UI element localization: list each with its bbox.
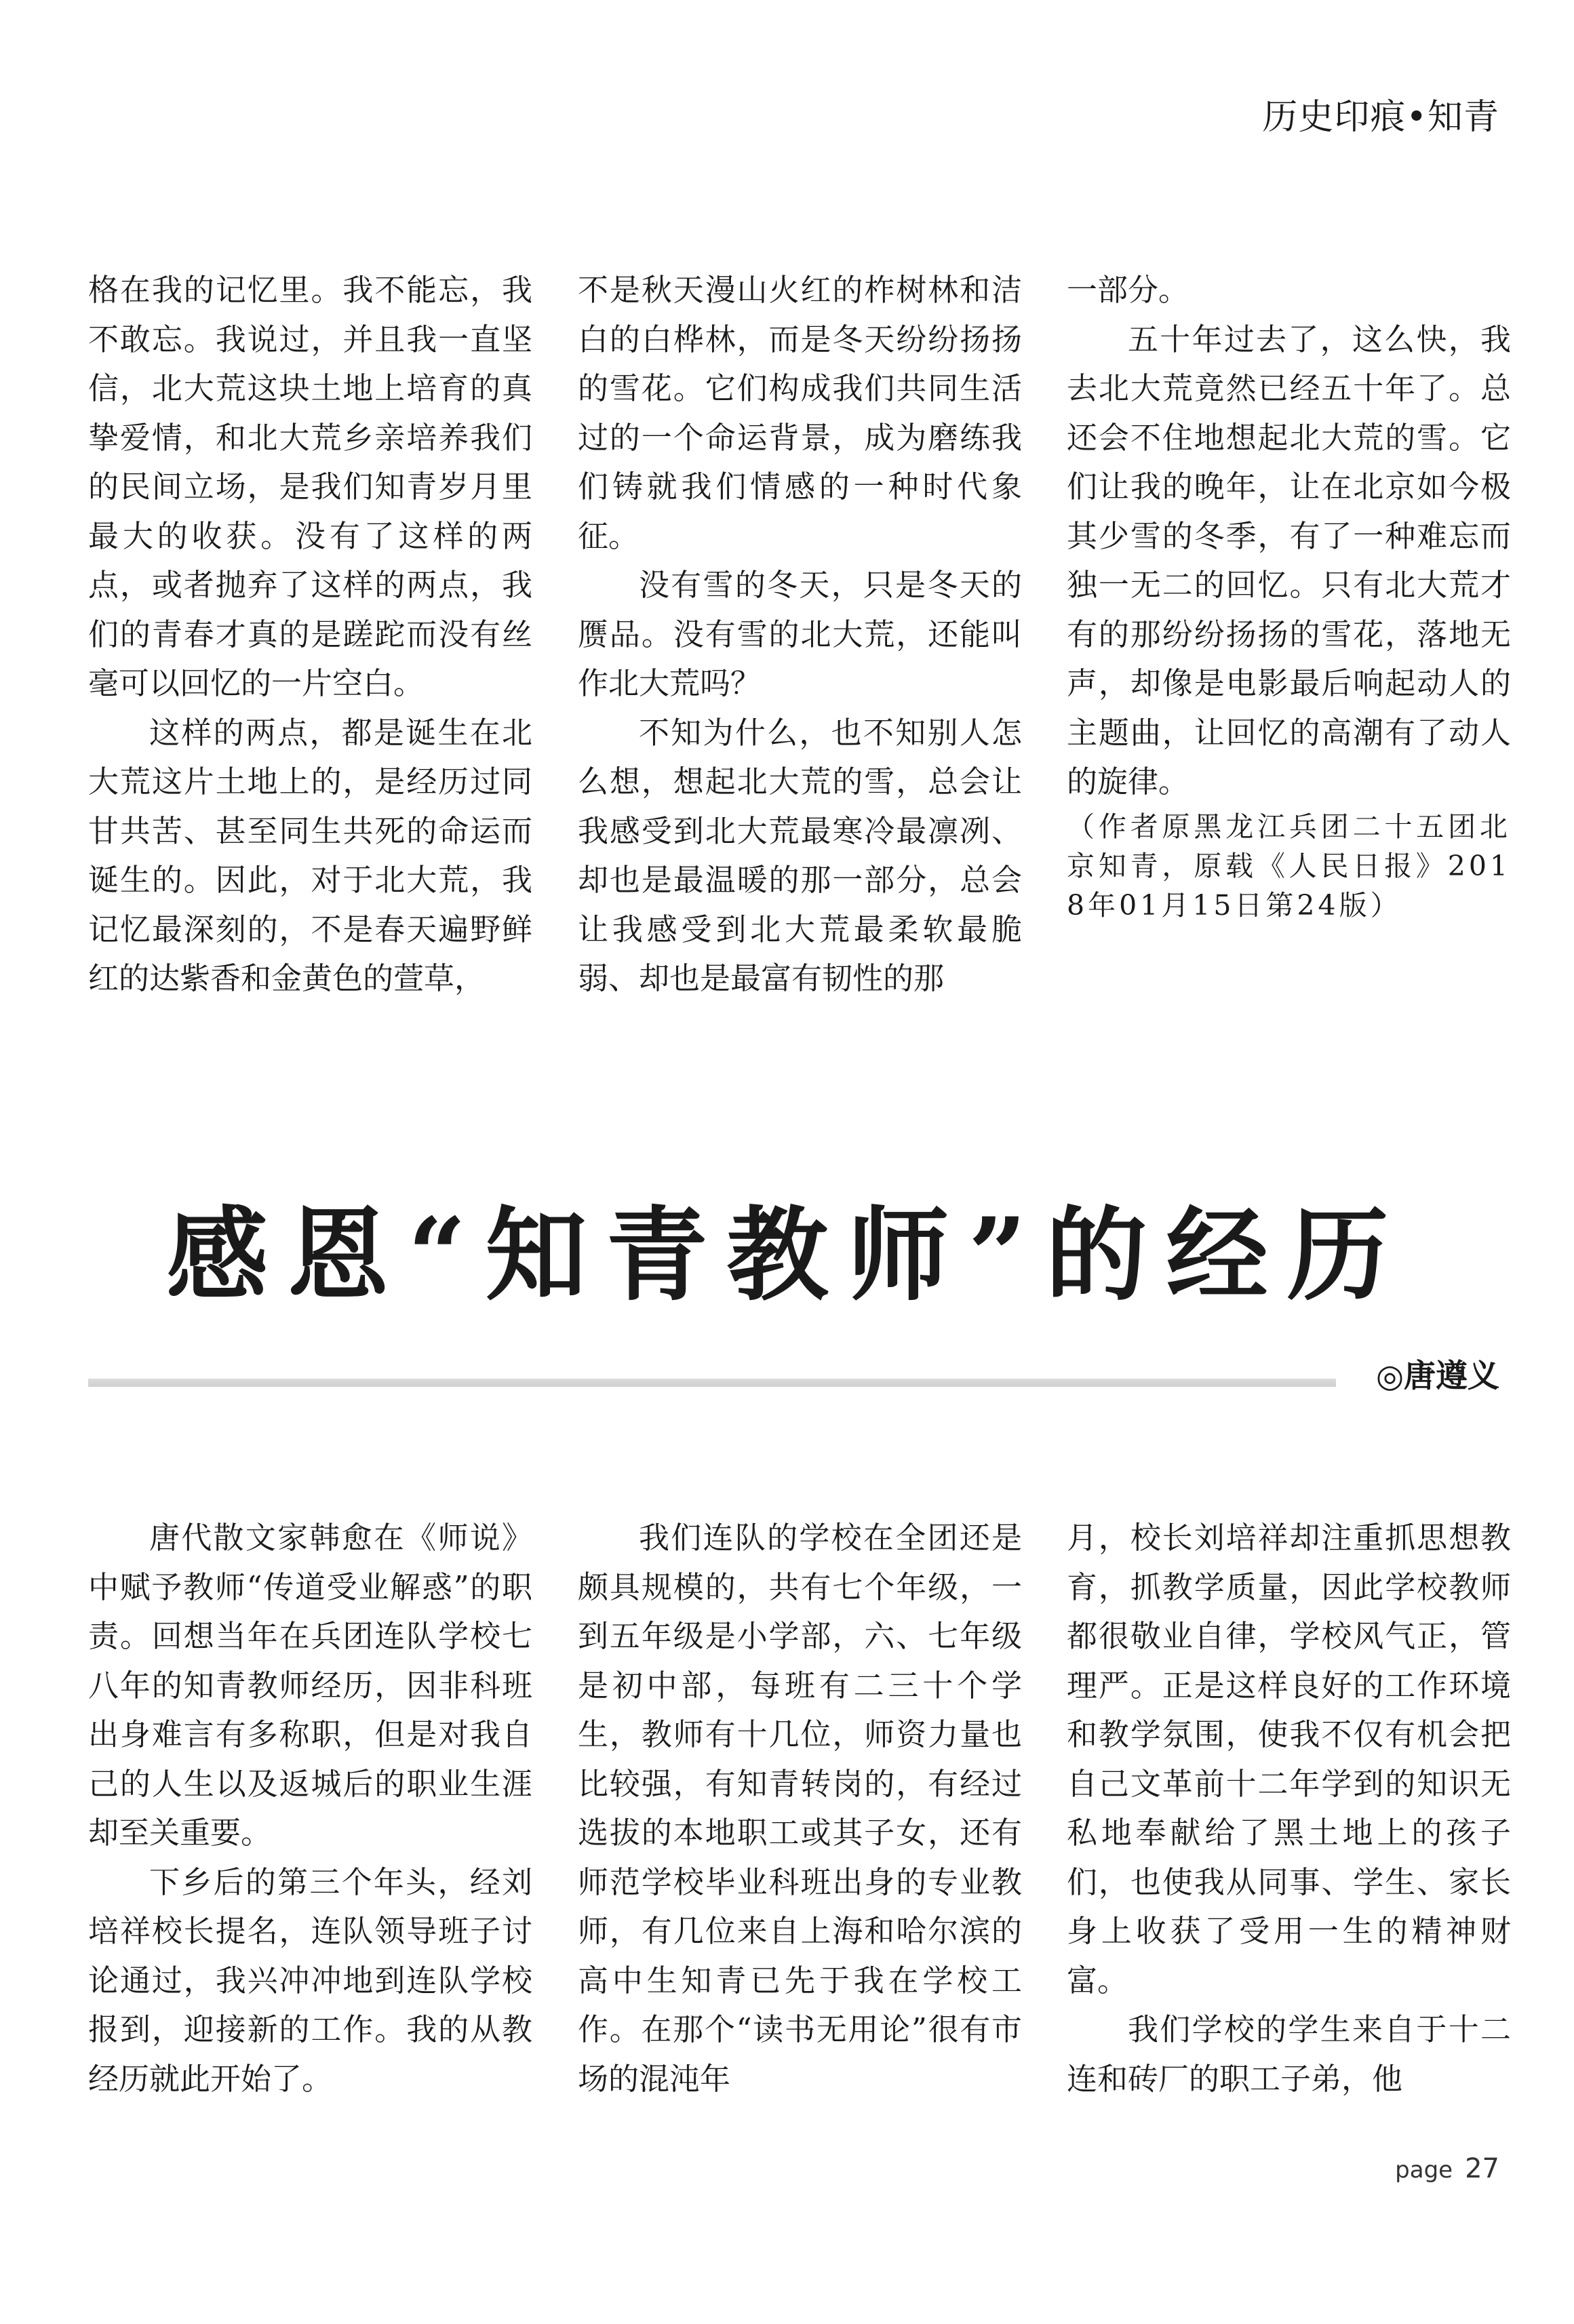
paragraph: 格在我的记忆里。我不能忘，我不敢忘。我说过，并且我一直坚信，北大荒这块土地上培育的真挚爱情，和北大荒乡亲培养我们的民间立场，是我们知青岁月里最大的收获。没有了这样的两点，或者抛弃了这样的两点，我们的青春才真的是蹉跎而没有丝毫可以回忆的一片空白。	[88, 272, 532, 701]
prev-article-column-2	[578, 266, 1022, 1032]
page-footer	[1395, 2153, 1499, 2184]
paragraph: 我们学校的学生来自于十二连和砖厂的职工子弟，他	[1067, 2011, 1511, 2097]
source-byline: （作者原黑龙江兵团二十五团北京知青，原载《人民日报》2018年01月15日第24版）	[1067, 810, 1511, 922]
page-label: page	[1395, 2156, 1453, 2184]
paragraph: 不知为什么，也不知别人怎么想，想起北大荒的雪，总会让我感受到北大荒最寒冷最凛冽、却也是最温暖的那一部分，总会让我感受到北大荒最柔软最脆弱、却也是最富有韧性的那	[578, 714, 1022, 996]
paragraph: 下乡后的第三个年头，经刘培祥校长提名，连队领导班子讨论通过，我兴冲冲地到连队学校报到，迎接新的工作。我的从教经历就此开始了。	[88, 1864, 532, 2097]
page-number: 27	[1465, 2153, 1499, 2184]
prev-article-column-1	[88, 266, 532, 1032]
article-column-2	[578, 1514, 1022, 2144]
paragraph: 没有雪的冬天，只是冬天的赝品。没有雪的北大荒，还能叫作北大荒吗？	[578, 567, 1022, 701]
article-column-1	[88, 1514, 532, 2144]
title-divider	[88, 1379, 1336, 1387]
paragraph: 五十年过去了，这么快，我去北大荒竟然已经五十年了。总还会不住地想起北大荒的雪。它们让我的晚年，让在北京如今极其少雪的冬季，有了一种难忘而独一无二的回忆。只有北大荒才有的那纷纷扬扬的雪花，落地无声，却像是电影最后响起动人的主题曲，让回忆的高潮有了动人的旋律。	[1067, 321, 1511, 800]
section-header: 历史印痕•知青	[1262, 97, 1499, 138]
paragraph: 我们连队的学校在全团还是颇具规模的，共有七个年级，一到五年级是小学部，六、七年级是初中部，每班有二三十个学生，教师有十几位，师资力量也比较强，有知青转岗的，有经过选拔的本地职工或其子女，还有师范学校毕业科班出身的专业教师，有几位来自上海和哈尔滨的高中生知青已先于我在学校工作。在那个“读书无用论”很有市场的混沌年	[578, 1520, 1022, 2097]
article-title: 感恩“知青教师”的经历	[166, 1196, 1408, 1315]
paragraph: 月，校长刘培祥却注重抓思想教育，抓教学质量，因此学校教师都很敬业自律，学校风气正，管理严。正是这样良好的工作环境和教学氛围，使我不仅有机会把自己文革前十二年学到的知识无私地奉献给了黑土地上的孩子们，也使我从同事、学生、家长身上收获了受用一生的精神财富。	[1067, 1520, 1511, 1998]
prev-article-column-3	[1067, 266, 1511, 1032]
paragraph: 一部分。	[1067, 272, 1189, 308]
article-column-3	[1067, 1514, 1511, 2144]
author-byline: ◎唐遵义	[1375, 1358, 1499, 1395]
paragraph: 唐代散文家韩愈在《师说》中赋予教师“传道受业解惑”的职责。回想当年在兵团连队学校七八年的知青教师经历，因非科班出身难言有多称职，但是对我自己的人生以及返城后的职业生涯却至关重要。	[88, 1520, 532, 1851]
paragraph: 不是秋天漫山火红的柞树林和洁白的白桦林，而是冬天纷纷扬扬的雪花。它们构成我们共同生活过的一个命运背景，成为磨练我们铸就我们情感的一种时代象征。	[578, 272, 1022, 554]
paragraph: 这样的两点，都是诞生在北大荒这片土地上的，是经历过同甘共苦、甚至同生共死的命运而诞生的。因此，对于北大荒，我记忆最深刻的，不是春天遍野鲜红的达紫香和金黄色的萱草，	[88, 714, 532, 996]
